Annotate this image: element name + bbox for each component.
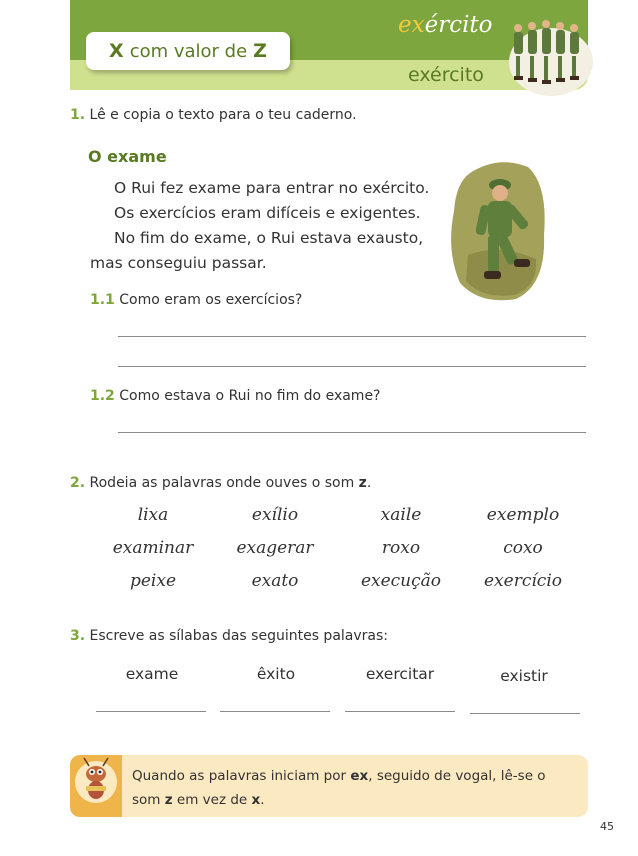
answer-line[interactable] [118, 432, 586, 433]
title-letter-x: X [109, 40, 124, 62]
title-letter-z: Z [253, 40, 267, 62]
question-1-1 [90, 292, 302, 308]
word-item[interactable]: exato [251, 571, 299, 591]
story-line: mas conseguiu passar. [90, 254, 267, 272]
script-word: exército [398, 12, 493, 38]
title-text: com valor de [129, 40, 248, 62]
question-text: Rodeia as palavras onde ouves o som z. [89, 475, 372, 491]
ant-mascot-icon [72, 756, 120, 806]
story-text [90, 176, 450, 276]
answer-line[interactable] [118, 366, 586, 367]
answer-line[interactable] [96, 711, 206, 712]
question-text: Lê e copia o texto para o teu caderno. [89, 107, 357, 123]
answer-line[interactable] [118, 336, 586, 337]
word-item[interactable]: exagerar [236, 538, 314, 558]
word-item[interactable]: xaile [380, 505, 422, 525]
subquestion-text: Como eram os exercícios? [119, 292, 303, 308]
word-item[interactable]: exemplo [486, 505, 560, 525]
word-item[interactable]: examinar [112, 538, 194, 558]
word-item[interactable]: peixe [129, 571, 177, 591]
question-3 [70, 628, 388, 644]
story-title: O exame [88, 147, 167, 166]
word-item[interactable]: exercício [484, 571, 562, 591]
question-number: 3. [70, 628, 86, 644]
syllable-word: exame [125, 665, 179, 683]
answer-line[interactable] [220, 711, 330, 712]
page-number: 45 [600, 820, 614, 833]
strip-word: exército [408, 64, 484, 86]
question-2 [70, 475, 371, 491]
answer-line[interactable] [345, 711, 455, 712]
word-item[interactable]: coxo [503, 538, 543, 558]
syllable-word: exercitar [365, 665, 435, 683]
question-1-2 [90, 388, 381, 404]
story-line: Os exercícios eram difíceis e exigentes. [114, 204, 421, 222]
story-line: O Rui fez exame para entrar no exército. [114, 179, 430, 197]
lesson-title [86, 32, 290, 70]
word-item[interactable]: lixa [137, 505, 169, 525]
word-item[interactable]: exílio [251, 505, 299, 525]
soldier-illustration [450, 155, 548, 303]
subquestion-number: 1.1 [90, 292, 115, 308]
answer-line[interactable] [470, 713, 580, 714]
story-line: No fim do exame, o Rui estava exausto, [114, 229, 424, 247]
question-1 [70, 107, 357, 123]
subquestion-number: 1.2 [90, 388, 115, 404]
marching-soldiers-illustration [508, 16, 594, 98]
syllable-word: êxito [256, 665, 296, 683]
question-number: 1. [70, 107, 86, 123]
word-item[interactable]: roxo [381, 538, 421, 558]
subquestion-text: Como estava o Rui no fim do exame? [119, 388, 381, 404]
question-number: 2. [70, 475, 86, 491]
question-text: Escreve as sílabas das seguintes palavras: [89, 628, 388, 644]
syllable-word: existir [500, 667, 548, 685]
word-item[interactable]: execução [360, 571, 442, 591]
tip-text: Quando as palavras iniciam por ex, seguido de vogal, lê-se o som z em vez de x. [132, 768, 546, 808]
